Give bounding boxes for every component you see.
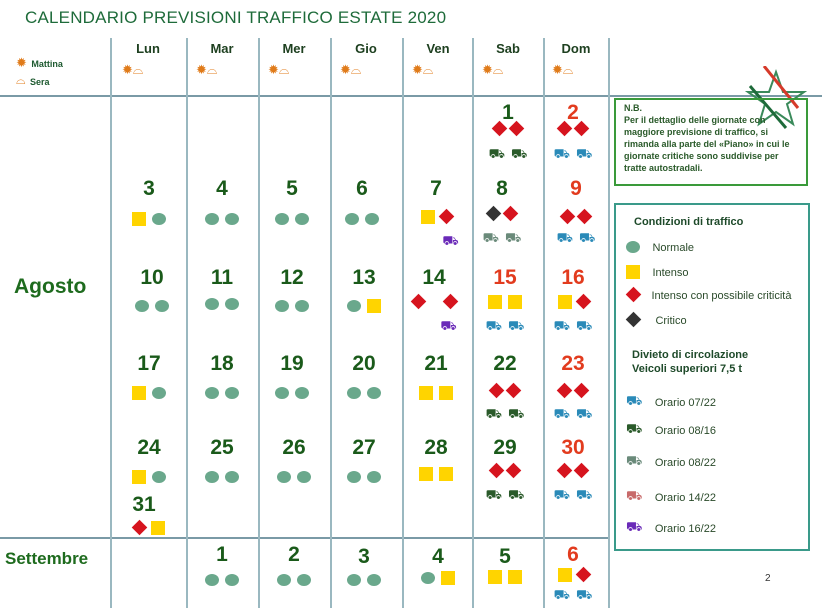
day-symbols xyxy=(258,571,330,589)
day-number[interactable]: 23 xyxy=(561,352,585,375)
day-number[interactable]: 26 xyxy=(282,436,306,459)
day-symbols xyxy=(469,293,541,311)
legend-box xyxy=(614,203,810,551)
column-divider xyxy=(258,38,260,608)
ban-subtitle: Veicoli superiori 7,5 t xyxy=(632,363,743,375)
day-number[interactable]: 19 xyxy=(280,352,304,375)
legend-item-orario: ⛟ Orario 07/22 xyxy=(626,393,716,410)
day-number[interactable]: 5 xyxy=(286,177,298,200)
day-number[interactable]: 6 xyxy=(567,543,579,566)
diamond-icon xyxy=(626,287,642,303)
day-symbols xyxy=(116,297,188,315)
ban-title: Divieto di circolazione xyxy=(632,349,749,361)
legend-item-normale: Normale xyxy=(626,238,694,256)
day-symbols xyxy=(400,465,472,483)
column-divider xyxy=(330,38,332,608)
day-symbols xyxy=(186,295,258,313)
day-number[interactable]: 2 xyxy=(567,101,579,124)
day-number[interactable]: 1 xyxy=(502,101,514,124)
day-header: Mar xyxy=(210,41,234,56)
note-text: N.B. Per il dettaglio delle giornate con maggiore previsione di traffico, si rimanda alla parte del «Piano» in cui le giornate critiche sono suddivise per tratte autostradali. xyxy=(624,103,790,173)
legend-item-orario: ⛟ Orario 14/22 xyxy=(626,488,716,505)
ban-icons: ⛟ ⛟ xyxy=(553,406,593,421)
day-number[interactable]: 22 xyxy=(493,352,517,375)
ban-icons: ⛟ ⛟ xyxy=(488,146,528,161)
day-symbols xyxy=(256,210,328,228)
ban-icons: ⛟ ⛟ xyxy=(553,587,593,602)
ban-icons: ⛟ ⛟ xyxy=(556,230,596,245)
day-symbols xyxy=(328,468,400,486)
day-symbols xyxy=(469,382,541,400)
ban-icons: ⛟ ⛟ xyxy=(485,406,525,421)
day-symbols xyxy=(469,568,541,586)
day-symbols xyxy=(256,297,328,315)
day-symbols xyxy=(328,384,400,402)
day-number[interactable]: 6 xyxy=(356,177,368,200)
sun-icon: ✹ xyxy=(16,54,27,70)
day-symbols xyxy=(256,384,328,402)
day-symbols xyxy=(398,293,470,311)
day-number[interactable]: 3 xyxy=(143,177,155,200)
square-icon xyxy=(626,265,640,279)
day-symbols xyxy=(258,468,330,486)
day-header: Mer xyxy=(282,41,306,56)
day-number[interactable]: 14 xyxy=(422,266,446,289)
day-symbols xyxy=(400,208,472,226)
day-symbols xyxy=(466,205,538,223)
day-symbols xyxy=(472,120,544,138)
day-symbols xyxy=(113,384,185,402)
day-symbols xyxy=(469,462,541,480)
day-number[interactable]: 20 xyxy=(352,352,376,375)
diamond-black-icon xyxy=(626,312,642,328)
day-number[interactable]: 4 xyxy=(432,545,444,568)
sun-icon: ✹⌓ xyxy=(412,62,434,77)
day-number[interactable]: 11 xyxy=(210,266,234,289)
legend-mattina: ✹ Mattina xyxy=(16,54,63,70)
legend-item-orario: ⛟ Orario 08/22 xyxy=(626,453,716,470)
month-label: Agosto xyxy=(14,275,87,298)
day-number[interactable]: 27 xyxy=(352,436,376,459)
header-divider xyxy=(0,95,822,97)
ban-icons: ⛟ xyxy=(440,318,457,333)
day-header: Sab xyxy=(496,41,520,56)
legend-sera: ⌓ Sera xyxy=(16,73,50,88)
day-number[interactable]: 24 xyxy=(137,436,161,459)
column-divider xyxy=(186,38,188,608)
day-number[interactable]: 12 xyxy=(280,266,304,289)
ban-icons: ⛟ ⛟ xyxy=(553,487,593,502)
day-symbols xyxy=(186,210,258,228)
day-number[interactable]: 17 xyxy=(137,352,161,375)
truck-ban-icon: ⛟ xyxy=(626,488,643,503)
day-number[interactable]: 4 xyxy=(216,177,228,200)
day-symbols xyxy=(328,571,400,589)
day-symbols xyxy=(537,566,609,584)
sun-icon: ✹⌓ xyxy=(122,62,144,77)
page-number: 2 xyxy=(765,573,771,584)
legend-item-orario: ⛟ Orario 08/16 xyxy=(626,421,716,438)
day-number[interactable]: 1 xyxy=(216,543,228,566)
day-number[interactable]: 18 xyxy=(210,352,234,375)
day-number[interactable]: 30 xyxy=(561,436,585,459)
note-box xyxy=(614,98,808,186)
ban-icons: ⛟ ⛟ xyxy=(485,318,525,333)
day-number[interactable]: 9 xyxy=(570,177,582,200)
truck-ban-icon: ⛟ xyxy=(626,519,643,534)
day-number[interactable]: 3 xyxy=(358,545,370,568)
page-title: CALENDARIO PREVISIONI TRAFFICO ESTATE 2020 xyxy=(25,8,447,27)
day-symbols xyxy=(186,468,258,486)
day-number[interactable]: 2 xyxy=(288,543,300,566)
day-symbols xyxy=(537,293,609,311)
ban-icons: ⛟ ⛟ xyxy=(553,146,593,161)
day-number[interactable]: 7 xyxy=(430,177,442,200)
legend-item-intenso: Intenso xyxy=(626,263,689,281)
sun-icon: ✹⌓ xyxy=(340,62,362,77)
sun-icon: ✹⌓ xyxy=(196,62,218,77)
day-number[interactable]: 29 xyxy=(493,436,517,459)
day-number[interactable]: 28 xyxy=(424,436,448,459)
day-header: Gio xyxy=(355,41,377,56)
legend-item-orario: ⛟ Orario 16/22 xyxy=(626,519,716,536)
day-header: Lun xyxy=(136,41,160,56)
day-number[interactable]: 10 xyxy=(140,266,164,289)
day-number[interactable]: 16 xyxy=(561,266,585,289)
legend-item-criticita: Intenso con possibile criticità xyxy=(626,286,791,304)
day-symbols xyxy=(402,569,474,587)
day-symbols xyxy=(186,571,258,589)
legend-item-critico: Critico xyxy=(626,311,687,329)
column-divider xyxy=(110,38,112,608)
day-symbols xyxy=(186,384,258,402)
truck-ban-icon: ⛟ xyxy=(626,421,643,436)
sun-icon: ✹⌓ xyxy=(268,62,290,77)
day-number[interactable]: 25 xyxy=(210,436,234,459)
truck-ban-icon: ⛟ xyxy=(626,393,643,408)
sun-icon: ✹⌓ xyxy=(482,62,504,77)
sun-icon: ✹⌓ xyxy=(552,62,574,77)
day-number[interactable]: 5 xyxy=(499,545,511,568)
day-symbols xyxy=(113,210,185,228)
day-symbols xyxy=(537,382,609,400)
day-symbols xyxy=(113,519,185,537)
day-number[interactable]: 13 xyxy=(352,266,376,289)
day-number[interactable]: 31 xyxy=(132,493,156,516)
ban-icons: ⛟ ⛟ xyxy=(553,318,593,333)
day-number[interactable]: 15 xyxy=(493,266,517,289)
day-number[interactable]: 21 xyxy=(424,352,448,375)
day-number[interactable]: 8 xyxy=(496,177,508,200)
day-header: Dom xyxy=(561,41,591,56)
day-symbols xyxy=(537,120,609,138)
sunset-icon: ⌓ xyxy=(16,73,26,88)
day-symbols xyxy=(113,468,185,486)
day-symbols xyxy=(328,297,400,315)
ban-icons: ⛟ ⛟ xyxy=(485,487,525,502)
truck-ban-icon: ⛟ xyxy=(626,453,643,468)
ban-icons: ⛟ ⛟ xyxy=(482,230,522,245)
month-divider xyxy=(0,537,610,539)
day-symbols xyxy=(326,210,398,228)
day-symbols xyxy=(540,208,612,226)
circle-icon xyxy=(626,241,640,253)
day-symbols xyxy=(400,384,472,402)
legend-title: Condizioni di traffico xyxy=(634,216,744,228)
day-symbols xyxy=(537,462,609,480)
day-header: Ven xyxy=(426,41,450,56)
ban-icons: ⛟ xyxy=(442,233,459,248)
month-label: Settembre xyxy=(5,549,89,568)
